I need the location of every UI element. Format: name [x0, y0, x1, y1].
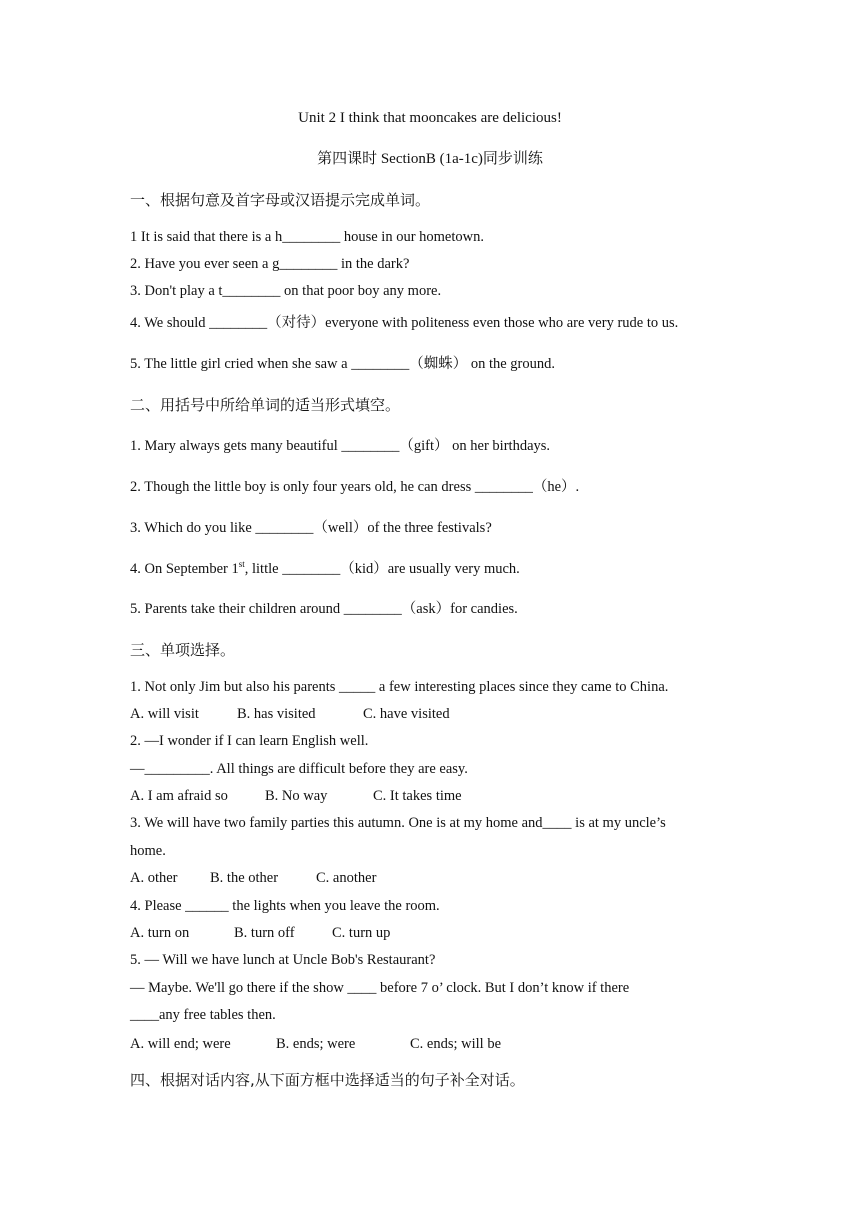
q5-stem: 5. — Will we have lunch at Uncle Bob's Restaurant?: [130, 952, 436, 968]
q3-option-b: B. the other: [210, 870, 279, 886]
s2-item-2: 2. Though the little boy is only four years old, he can dress ________（he）.: [130, 479, 580, 495]
q2-option-b: B. No way: [265, 788, 328, 804]
q3-stem2: home.: [130, 843, 166, 859]
q5-option-b: B. ends; were: [276, 1036, 356, 1052]
s1-item-4: 4. We should ________（对待）everyone with politeness even those who are very rude to us.: [130, 315, 679, 331]
q1-option-b: B. has visited: [237, 706, 316, 722]
page-subtitle: 第四课时 SectionB (1a-1c)同步训练: [317, 151, 543, 167]
q5-stem2: — Maybe. We'll go there if the show ____ before 7 o’ clock. But I don’t know if there: [130, 980, 630, 996]
s2-item-4-before: 4. On September 1: [130, 561, 239, 577]
s1-item-3: 3. Don't play a t________ on that poor boy any more.: [130, 283, 442, 299]
q1-options: [130, 704, 750, 724]
s2-item-4-after: , little ________（kid）are usually very much.: [244, 561, 520, 577]
q4-option-c: C. turn up: [332, 925, 391, 941]
q4-option-a: A. turn on: [130, 925, 190, 941]
s2-item-4: [130, 559, 750, 579]
q2-stem: 2. —I wonder if I can learn English well.: [130, 733, 369, 749]
q3-option-c: C. another: [316, 870, 377, 886]
q3-option-a: A. other: [130, 870, 178, 886]
s1-item-1: 1 It is said that there is a h________ house in our hometown.: [130, 229, 484, 245]
q2-option-a: A. I am afraid so: [130, 788, 228, 804]
q4-options: [130, 923, 750, 943]
q1-option-a: A. will visit: [130, 706, 199, 722]
q5-option-a: A. will end; were: [130, 1036, 231, 1052]
q2-options: [130, 786, 750, 806]
section1-heading: 一、根据句意及首字母或汉语提示完成单词。: [130, 191, 431, 209]
q1-option-c: C. have visited: [363, 706, 450, 722]
q4-stem: 4. Please ______ the lights when you leave the room.: [130, 898, 440, 914]
page-title: Unit 2 I think that mooncakes are delicious!: [298, 110, 562, 126]
section4-heading: 四、根据对话内容,从下面方框中选择适当的句子补全对话。: [130, 1071, 525, 1089]
q3-stem: 3. We will have two family parties this autumn. One is at my home and____ is at my uncle’s: [130, 815, 666, 831]
s1-item-5: 5. The little girl cried when she saw a ________（蜘蛛） on the ground.: [130, 356, 555, 372]
q3-options: [130, 868, 750, 888]
q2-stem2: —_________. All things are difficult before they are easy.: [130, 761, 468, 777]
s2-item-4-sup: st: [238, 559, 245, 570]
q5-stem3: ____any free tables then.: [130, 1007, 276, 1023]
q5-options: [130, 1034, 750, 1054]
q1-stem: 1. Not only Jim but also his parents _____ a few interesting places since they came to China.: [130, 679, 669, 695]
s2-item-3: 3. Which do you like ________（well）of the three festivals?: [130, 520, 492, 536]
s1-item-2: 2. Have you ever seen a g________ in the dark?: [130, 256, 410, 272]
s2-item-5: 5. Parents take their children around ________（ask）for candies.: [130, 601, 518, 617]
q5-option-c: C. ends; will be: [410, 1036, 502, 1052]
s2-item-1: 1. Mary always gets many beautiful ________（gift） on her birthdays.: [130, 438, 551, 454]
q2-option-c: C. It takes time: [373, 788, 462, 804]
section3-heading: 三、单项选择。: [130, 641, 236, 659]
q4-option-b: B. turn off: [234, 925, 295, 941]
section2-heading: 二、用括号中所给单词的适当形式填空。: [130, 396, 401, 414]
